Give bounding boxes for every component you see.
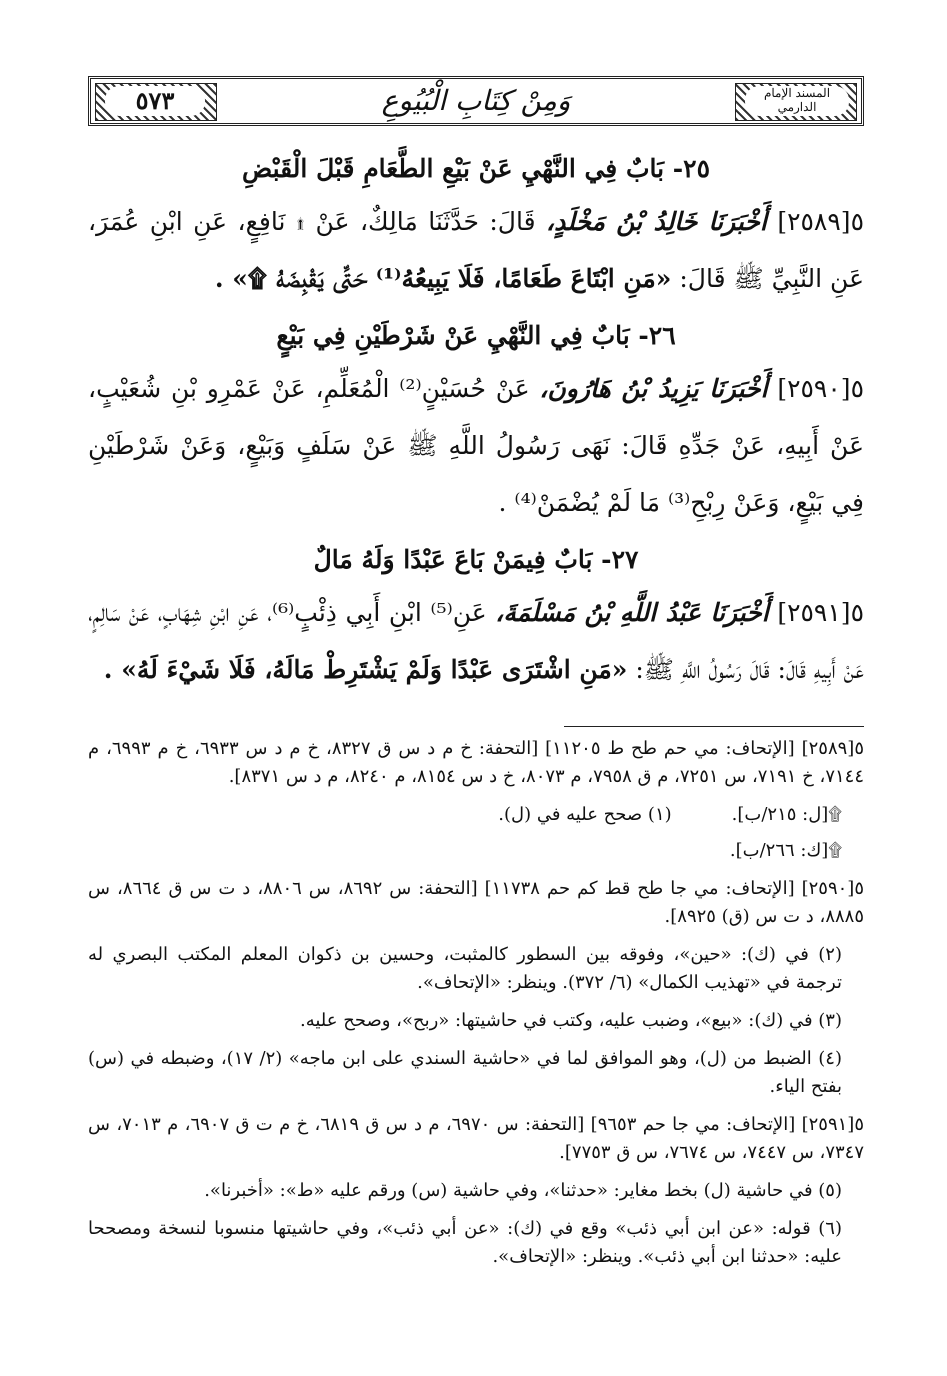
hadith-number: ٥[٢٥٨٩] <box>777 207 864 236</box>
footnote-6: (٦) قوله: «عن ابن أبي ذئب» وقع في (ك): «عن أبي ذئب»، وفي حاشيتها منسوبا لنسخة ومصححا عليه: «حدثنا ابن أبي ذئب». وينظر: «الإتحاف». <box>88 1218 842 1267</box>
page-number: ٥٧٣ <box>105 86 205 116</box>
section-heading: ٢٥- بَابٌ فِي النَّهْيِ عَنْ بَيْعِ الطَّعَامِ قَبْلَ الْقَبْضِ <box>241 154 711 183</box>
footnote-4: (٤) الضبط من (ل)، وهو الموافق لما في «حاشية السندي على ابن ماجه» (٢/ ١٧)، وضبطه في (س) بفتح الياء. <box>88 1048 842 1097</box>
hadith-2591 <box>88 584 864 698</box>
section-heading: ٢٧- بَابٌ فِيمَنْ بَاعَ عَبْدًا وَلَهُ مَالٌ <box>313 545 639 574</box>
footnote-1: (١) صحح عليه في (ل). <box>498 804 672 825</box>
manuscript-ref: ۩[ك: ٢٦٦/ب]. <box>729 840 842 861</box>
running-header <box>88 76 864 126</box>
running-title: وَمِنْ كِتَابِ الْبُيُوعِ <box>381 84 571 117</box>
hadith-lead: أَخْبَرَنَا يَزِيدُ بْنُ هَارُونَ، <box>539 374 768 403</box>
hadith-text: قَالَ: حَدَّثَنَا مَالِكٌ، عَنْ ۩ نَافِعٍ، عَنِ ابْنِ عُمَرَ، عَنِ النَّبِيِّ ﷺ قَالَ: <box>88 207 864 293</box>
footnotes <box>88 735 864 1271</box>
hadith-text: عَنْ حُسَيْنٍ⁽²⁾ الْمُعَلِّمِ، عَنْ عَمْرِو بْنِ شُعَيْبٍ، عَنْ أَبِيهِ، عَنْ جَدِّهِ قَالَ: نَهَى رَسُولُ اللَّهِ ﷺ عَنْ سَلَفٍ وَبَيْعٍ، وَعَنْ شَرْطَيْنِ فِي بَيْعٍ، وَعَنْ رِبْحِ⁽³⁾ مَا لَمْ يُضْمَنْ⁽⁴⁾ . <box>88 374 864 517</box>
footnote-2: (٢) في (ك): «حين»، وفوقه بين السطور كالمثبت، وحسين بن ذكوان المعلم المكتب البصري له ترجمة في «تهذيب الكمال» (٦/ ٣٧٢). وينظر: «الإتحاف». <box>88 944 842 993</box>
manuscript-ref: ۩[ل: ٢١٥/ب]. <box>731 804 842 825</box>
footnote-3: (٣) في (ك): «بيع»، وضبب عليه، وكتب في حاشيتها: «ربح»، وصحح عليه. <box>300 1010 842 1031</box>
footnote-2589: ٥[٢٥٨٩] [الإتحاف: مي حم طح ط ١١٢٠٥] [التحفة: خ م د س ق ٨٣٢٧، خ م د س ٦٩٣٣، خ م ٦٩٩٣، م ٧١٤٤، خ ٧١٩١، س ٧٢٥١، م ق ٧٩٥٨، م ٨٠٧٣، خ د س ٨١٥٤، م ٨٢٤٠، م د س ٨٣٧١]. <box>88 738 864 787</box>
hadith-quote: «مَنِ اشْتَرَى عَبْدًا وَلَمْ يَشْتَرِطْ مَالَهُ، فَلَا شَيْءَ لَهُ» . <box>103 655 628 684</box>
hadith-lead: أَخْبَرَنَا خَالِدُ بْنُ مَخْلَدٍ، <box>546 207 767 236</box>
book-emblem: المسند الإمام الدارمي <box>745 86 849 116</box>
footnote-5: (٥) في حاشية (ل) بخط مغاير: «حدثنا»، وفي حاشية (س) ورقم عليه «ط»: «أخبرنا». <box>204 1180 842 1201</box>
hadith-number: ٥[٢٥٩١] <box>777 598 864 627</box>
hadith-2590 <box>88 360 864 531</box>
hadith-lead: أَخْبَرَنَا عَبْدُ اللَّهِ بْنُ مَسْلَمَةَ، <box>495 598 769 627</box>
hadith-2589 <box>88 193 864 307</box>
footnote-divider <box>564 726 864 727</box>
footnote-2590: ٥[٢٥٩٠] [الإتحاف: مي جا طح قط كم حم ١١٧٣٨] [التحفة: س ٨٦٩٢، س ٨٨٠٦، د ت س ق ٨٦٦٤، س ٨٨٨٥، د ت س (ق) ٨٩٢٥]. <box>88 878 864 927</box>
hadith-number: ٥[٢٥٩٠] <box>777 374 864 403</box>
section-heading: ٢٦- بَابٌ فِي النَّهْيِ عَنْ شَرْطَيْنِ فِي بَيْعٍ <box>276 321 676 350</box>
page-body <box>88 140 864 1281</box>
footnote-2591: ٥[٢٥٩١] [الإتحاف: مي جا حم ٩٦٥٣] [التحفة: س ٦٩٧٠، م د س ق ٦٨١٩، خ م ت ق ٦٩٠٧، م ٧٠١٣، س ٧٣٤٧، س ٧٤٤٧، س ٧٦٧٤، س ق ٧٧٥٣]. <box>88 1114 864 1163</box>
footnote-row <box>88 801 864 829</box>
hadith-text: عَنِ⁽⁵⁾ ابْنِ أَبِي ذِئْبٍ⁽⁶⁾، عَنِ ابْنِ شِهَابٍ، عَنْ سَالِمٍ، عَنْ أَبِيهِ قَالَ: قَالَ رَسُولُ اللَّهِ ﷺ: <box>88 598 864 684</box>
hadith-quote: «مَنِ ابْتَاعَ طَعَامًا، فَلَا يَبِيعُهُ⁽¹⁾ حَتَّى يَقْبِضَهُ ۩» . <box>214 264 672 293</box>
